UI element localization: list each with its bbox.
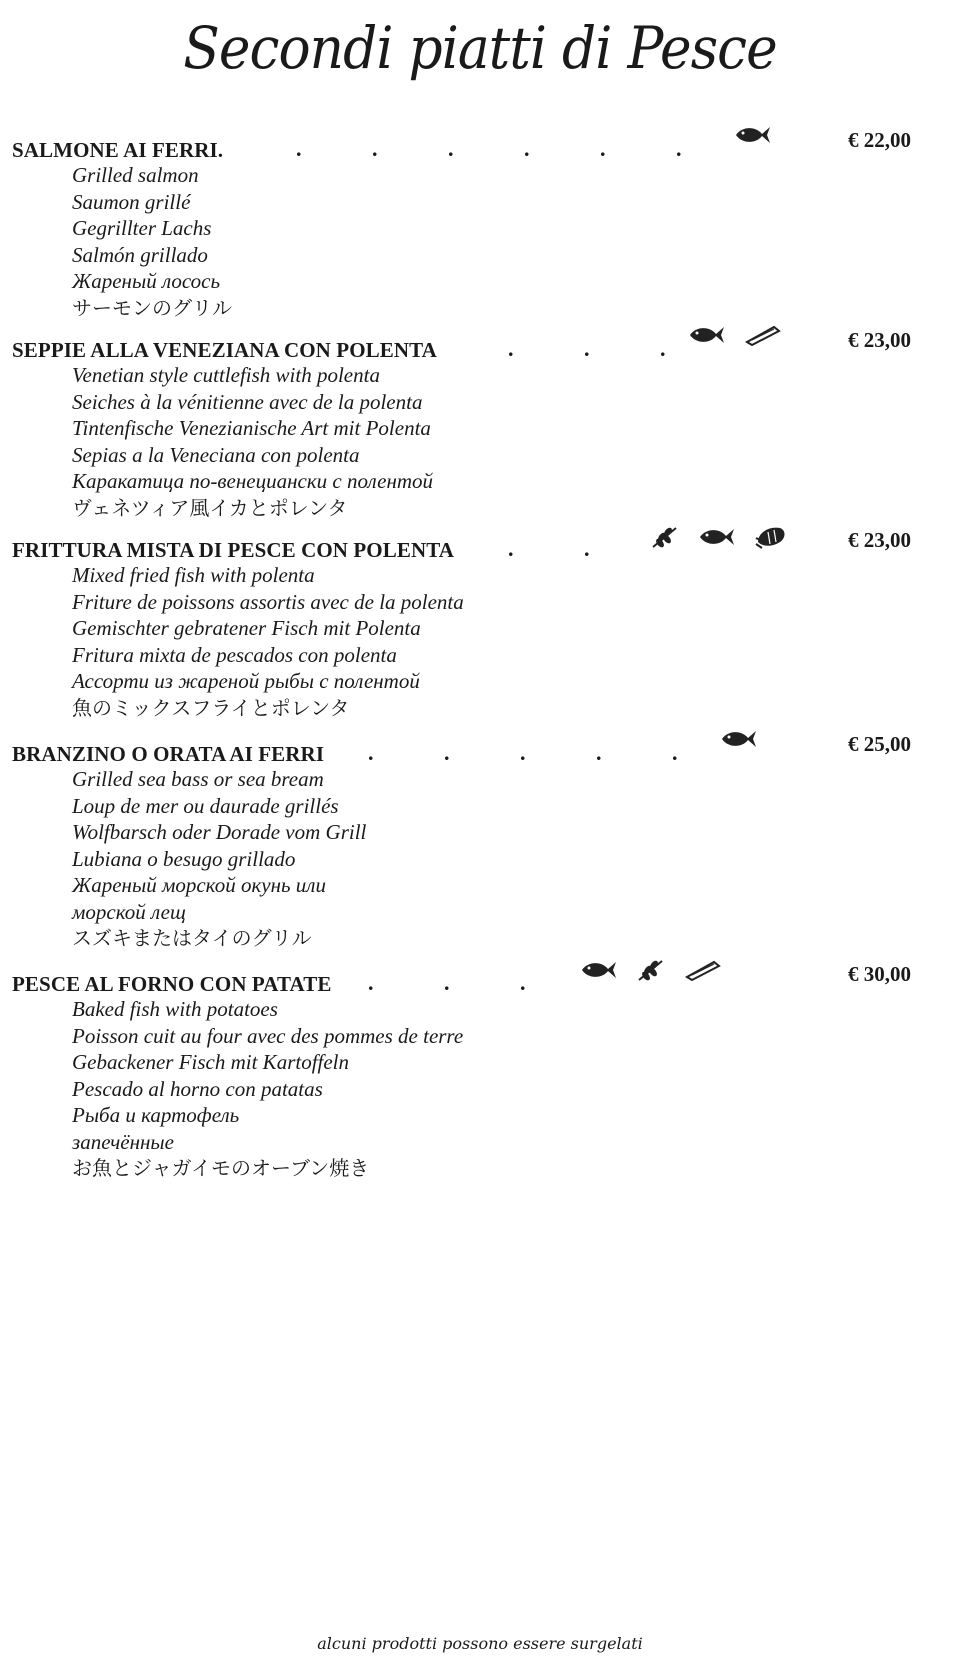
dish-name: PESCE AL FORNO CON PATATE [12, 972, 332, 996]
dish-name: SALMONE AI FERRI. [12, 138, 224, 162]
leader-dots: . . . . . . [296, 136, 682, 161]
translation-ru: Ассорти из жареной рыбы с полентой [72, 669, 420, 693]
translation-ru: Рыба и картофель [72, 1103, 240, 1127]
leader-dots: . . . . . [368, 740, 678, 765]
menu-item [12, 732, 952, 952]
translation-ja: 魚のミックスフライとポレンタ [72, 695, 350, 720]
allergen-icons [688, 324, 782, 346]
translation-de: Gegrillter Lachs [72, 216, 212, 240]
dish-price: € 23,00 [848, 528, 911, 552]
translation-fr: Friture de poissons assortis avec de la polenta [72, 589, 464, 614]
fish-icon [580, 959, 618, 981]
translation-es: Lubiana o besugo grillado [72, 846, 296, 871]
dish-translations [12, 162, 952, 321]
translation-en: Mixed fried fish with polenta [72, 563, 315, 587]
translation-ja: お魚とジャガイモのオーブン焼き [72, 1156, 370, 1180]
dish-translations [12, 996, 952, 1182]
dish-price: € 22,00 [848, 128, 911, 152]
translation-ru-cont: морской лещ [72, 899, 186, 924]
leader-dots: . . . [508, 336, 666, 361]
fish-icon [720, 728, 758, 750]
translation-fr: Seiches à la vénitienne avec de la polenta [72, 389, 423, 414]
translation-es: Salmón grillado [72, 242, 208, 267]
translation-fr: Saumon grillé [72, 189, 191, 214]
polenta-icon [684, 959, 722, 981]
leader-dots: . . [508, 536, 590, 561]
translation-ru: Жареный морской окунь или [72, 873, 326, 897]
dish-translations [12, 562, 952, 721]
translation-de: Wolfbarsch oder Dorade vom Grill [72, 820, 367, 844]
translation-en: Baked fish with potatoes [72, 997, 278, 1021]
allergen-icons [734, 124, 772, 146]
translation-de: Gemischter gebratener Fisch mit Polenta [72, 616, 421, 640]
translation-ja: ヴェネツィア風イカとポレンタ [72, 495, 348, 520]
dish-name: BRANZINO O ORATA AI FERRI [12, 742, 325, 766]
polenta-icon [744, 324, 782, 346]
dish-name: SEPPIE ALLA VENEZIANA CON POLENTA [12, 338, 437, 362]
translation-es: Pescado al horno con patatas [72, 1076, 323, 1101]
leader-dots: . . . [368, 970, 526, 995]
menu-item [12, 328, 952, 521]
translation-fr: Poisson cuit au four avec des pommes de terre [72, 1023, 464, 1048]
wheat-icon [650, 525, 680, 549]
translation-ru: Каракатица по-венециански с полентой [72, 469, 434, 493]
translation-ru: Жареный лосось [72, 269, 221, 293]
dish-price: € 30,00 [848, 962, 911, 986]
dish-translations [12, 766, 952, 952]
translation-en: Venetian style cuttlefish with polenta [72, 363, 380, 387]
page-title: Secondi piatti di Pesce [183, 14, 777, 82]
fish-icon [698, 526, 736, 548]
menu-item [12, 128, 952, 321]
translation-es: Sepias a la Veneciana con polenta [72, 442, 360, 467]
dish-price: € 25,00 [848, 732, 911, 756]
wheat-icon [636, 958, 666, 982]
translation-de: Tintenfische Venezianische Art mit Polenta [72, 416, 431, 440]
translation-ja: スズキまたはタイのグリル [72, 926, 312, 950]
translation-de: Gebackener Fisch mit Kartoffeln [72, 1050, 350, 1074]
fish-icon [688, 324, 726, 346]
translation-en: Grilled sea bass or sea bream [72, 767, 324, 791]
shrimp-icon [754, 524, 788, 550]
menu-item [12, 962, 952, 1182]
translation-ja: サーモンのグリル [72, 295, 232, 320]
allergen-icons [720, 728, 758, 750]
allergen-icons [580, 958, 722, 982]
dish-translations [12, 362, 952, 521]
footer-note: alcuni prodotti possono essere surgelati [317, 1634, 643, 1653]
translation-fr: Loup de mer ou daurade grillés [72, 793, 339, 818]
translation-en: Grilled salmon [72, 163, 199, 187]
dish-price: € 23,00 [848, 328, 911, 352]
menu-item [12, 528, 952, 721]
translation-es: Fritura mixta de pescados con polenta [72, 642, 397, 667]
fish-icon [734, 124, 772, 146]
allergen-icons [650, 524, 788, 550]
dish-name: FRITTURA MISTA DI PESCE CON POLENTA [12, 538, 455, 562]
translation-ru-cont: запечённые [72, 1129, 174, 1154]
